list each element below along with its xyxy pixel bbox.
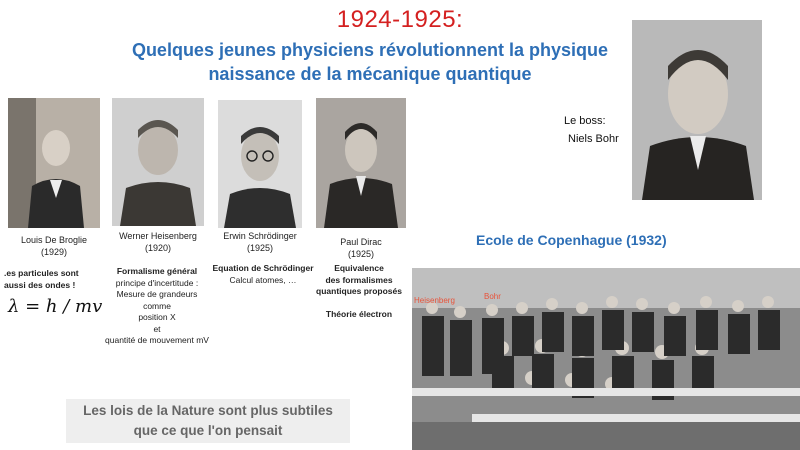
desc-dirac [306,263,412,321]
desc-line: et [153,323,161,334]
conclusion-line-1: Les lois de la Nature sont plus subtiles [83,403,333,418]
desc-line: principe d'incertitude : [115,277,199,288]
desc-line: position X [138,312,176,322]
slide-subtitle [120,38,620,86]
portrait-dirac [316,98,406,228]
desc-line: Mesure de grandeurs [116,289,198,299]
desc-de-broglie [4,268,84,291]
desc-line: .es particules sont [4,268,79,278]
ecole-copenhague-title: Ecole de Copenhague (1932) [476,232,667,248]
caption-de-broglie [8,234,100,258]
group-photo-copenhague [412,268,800,450]
caption-dirac [316,236,406,260]
boss-line-2: Niels Bohr [568,133,619,145]
group-photo-image [412,268,800,450]
caption-schrodinger [214,230,306,254]
conclusion-box [66,399,350,443]
caption-name: Louis De Broglie [20,235,88,245]
desc-line: aussi des ondes ! [4,279,76,290]
portrait-heisenberg-image [112,98,204,226]
conclusion-line-2: que ce que l'on pensait [133,423,283,438]
portrait-dirac-image [316,98,406,228]
caption-heisenberg [110,230,206,254]
desc-line: Théorie électron [325,309,393,319]
caption-year: (1929) [40,247,67,257]
boss-line-1: Le boss: [564,115,606,127]
desc-line: quantité de mouvement mV [105,335,209,345]
subtitle-line-1: Quelques jeunes physiciens révolutionnent la physique [131,40,609,60]
desc-line: Formalisme général [116,266,198,276]
desc-line: Equation de Schrödinger [212,263,314,273]
caption-year: (1920) [144,243,171,253]
portrait-bohr [632,20,762,200]
subtitle-line-2: naissance de la mécanique quantique [208,64,532,84]
desc-schrodinger [208,263,318,286]
formula-de-broglie: λ = h / mv [8,296,103,317]
caption-name: Paul Dirac [340,237,382,247]
caption-year: (1925) [246,243,273,253]
desc-line: Equivalence [334,263,384,273]
portrait-heisenberg [112,98,204,226]
desc-line: des formalismes [325,274,393,285]
desc-line: Calcul atomes, … [229,274,297,285]
group-label-bohr: Bohr [484,292,501,301]
desc-line [306,298,412,310]
desc-line: comme [143,300,171,311]
boss-label [564,112,619,148]
caption-year: (1925) [347,249,374,259]
portrait-de-broglie [8,98,100,228]
slide-title-year: 1924-1925: [336,6,464,33]
caption-name: Werner Heisenberg [119,231,197,241]
desc-line: quantiques proposés [316,286,402,296]
portrait-bohr-image [632,20,762,200]
group-label-heisenberg: Heisenberg [414,296,455,305]
caption-name: Erwin Schrödinger [223,231,297,241]
portrait-schrodinger-image [218,100,302,228]
portrait-de-broglie-image [8,98,100,228]
portrait-schrodinger [218,100,302,228]
desc-heisenberg [92,266,222,347]
